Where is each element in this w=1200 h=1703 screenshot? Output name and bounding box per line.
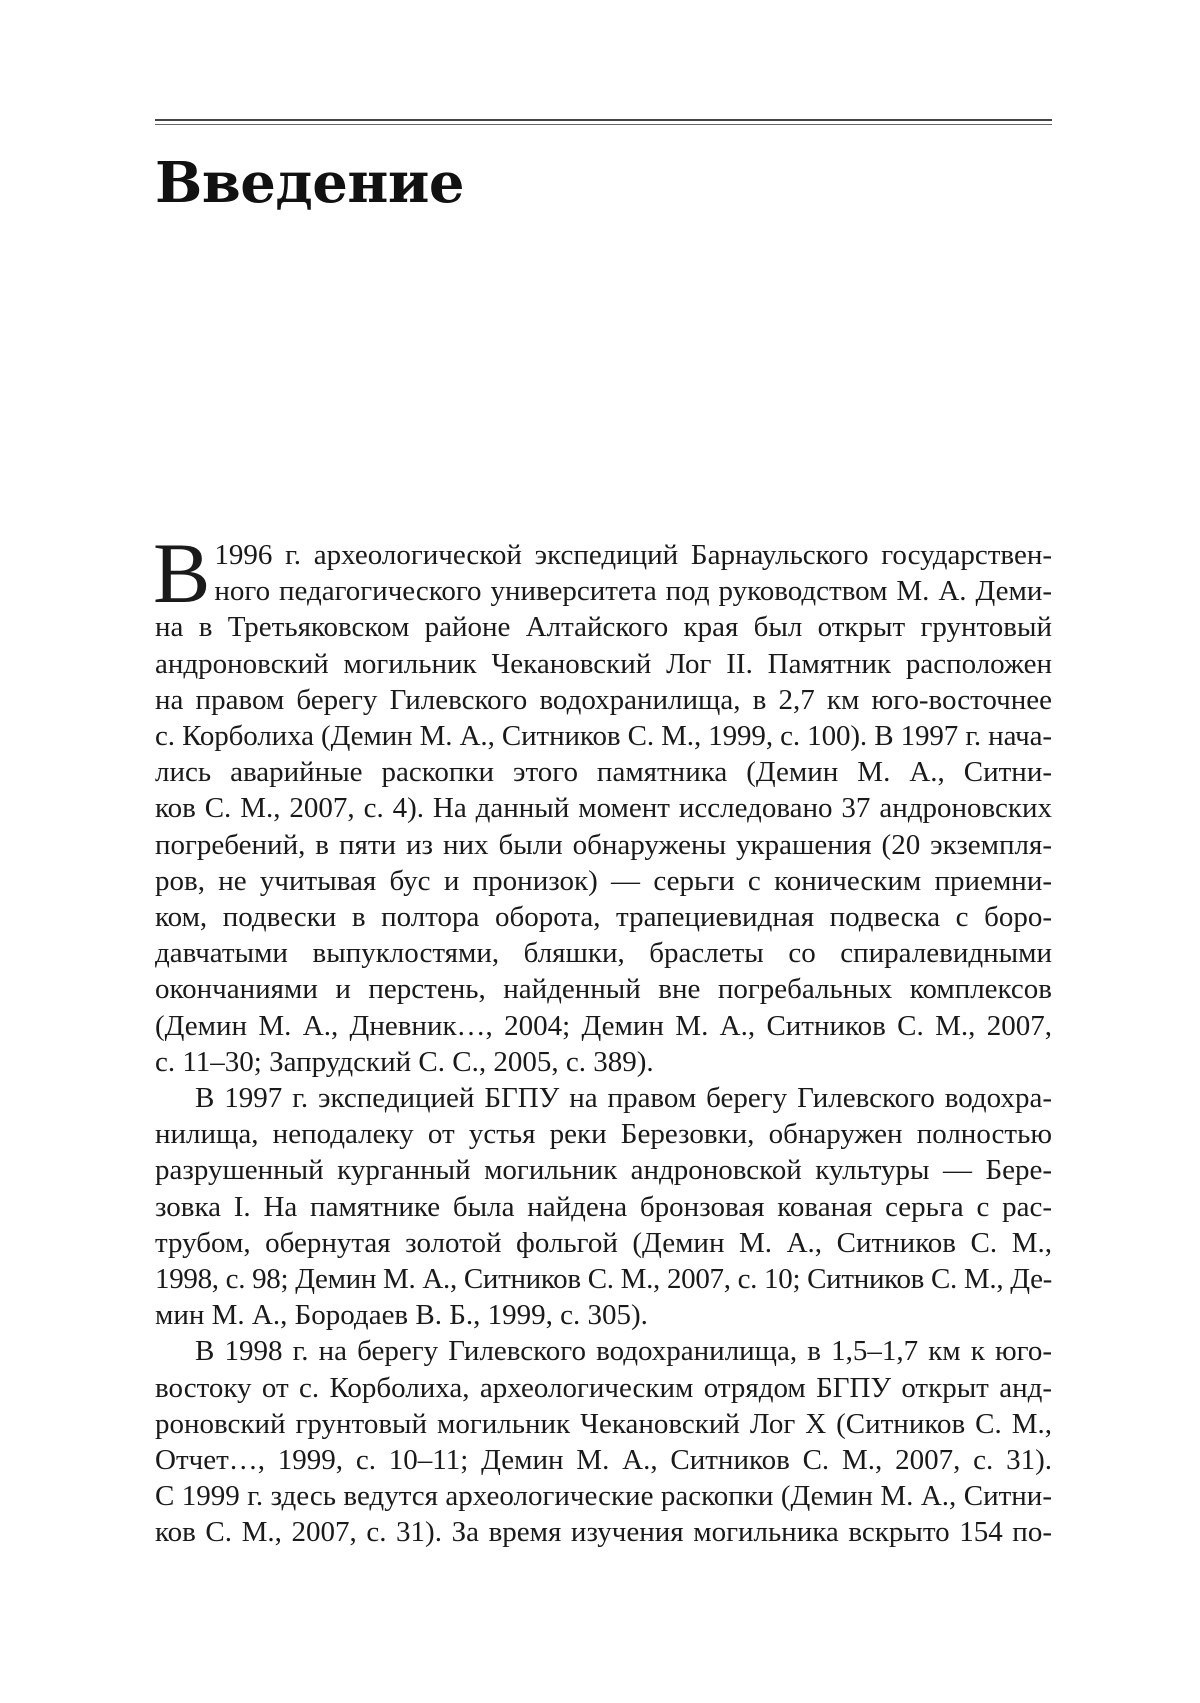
text-line: востоку от с. Корболиха, археологическим отрядом БГПУ открыт анд- [155,1371,1052,1404]
text-line: ком, подвески в полтора оборота, трапециевидная подвеска с боро- [155,901,1052,934]
body-text [153,525,1052,1551]
text-line: андроновский могильник Чекановский Лог II. Памятник расположен [155,647,1052,680]
text-line: трубом, обернутая золотой фольгой (Демин М. А., Ситников С. М., [155,1226,1052,1259]
text-line: В 1997 г. экспедицией БГПУ на правом берегу Гилевского водохра- [195,1082,1052,1115]
text-line: давчатыми выпуклостями, бляшки, браслеты со спиралевидными [155,937,1052,970]
text-line: разрушенный курганный могильник андроновской культуры — Бере- [155,1154,1052,1187]
paragraph-2 [155,1080,1052,1333]
text-line: погребений, в пяти из них были обнаружены украшения (20 экземпля- [155,828,1052,861]
text-line: на в Третьяковском районе Алтайского края был открыт грунтовый [155,611,1052,644]
text-line: ного педагогического университета под руководством М. А. Деми- [214,575,1052,608]
text-line: мин М. А., Бородаев В. Б., 1999, с. 305). [155,1299,648,1332]
text-line: (Демин М. А., Дневник…, 2004; Демин М. А., Ситников С. М., 2007, [155,1009,1052,1042]
text-line: с. 11–30; Запрудский С. С., 2005, с. 389). [155,1045,654,1078]
text-line: Отчет…, 1999, с. 10–11; Демин М. А., Ситников С. М., 2007, с. 31). [155,1444,1052,1477]
text-line: на правом берегу Гилевского водохранилища, в 2,7 км юго-восточнее [155,683,1052,716]
text-line: с. Корболиха (Демин М. А., Ситников С. М., 1999, с. 100). В 1997 г. нача- [155,720,1052,753]
text-line: 1998, с. 98; Демин М. А., Ситников С. М., 2007, с. 10; Ситников С. М., Де- [155,1263,1052,1296]
text-line: ков С. М., 2007, с. 4). На данный момент исследовано 37 андроновских [155,792,1052,825]
text-line: ков С. М., 2007, с. 31). За время изучения могильника вскрыто 154 по- [155,1516,1052,1549]
text-line: нилища, неподалеку от устья реки Березовки, обнаружен полностью [155,1118,1052,1151]
text-line: 1996 г. археологической экспедиций Барнаульского государствен- [214,539,1052,571]
paragraph-3 [155,1333,1052,1550]
text-line: лись аварийные раскопки этого памятника (Демин М. А., Ситни- [155,756,1052,789]
text-line: зовка I. На памятнике была найдена бронзовая кованая серьга с рас- [155,1190,1052,1223]
drop-cap: В [153,525,211,621]
text-line: окончаниями и перстень, найденный вне погребальных комплексов [155,973,1052,1006]
chapter-title: Введение [155,150,464,216]
text-line: С 1999 г. здесь ведутся археологические раскопки (Демин М. А., Ситни- [155,1480,1052,1513]
text-line: роновский грунтовый могильник Чекановский Лог X (Ситников С. М., [155,1407,1052,1440]
paragraph-1 [153,525,1052,1080]
text-line: ров, не учитывая бус и пронизок) — серьги с коническим приемни- [155,864,1052,897]
text-line: В 1998 г. на берегу Гилевского водохранилища, в 1,5–1,7 км к юго- [195,1335,1052,1368]
header-rule [155,119,1052,125]
